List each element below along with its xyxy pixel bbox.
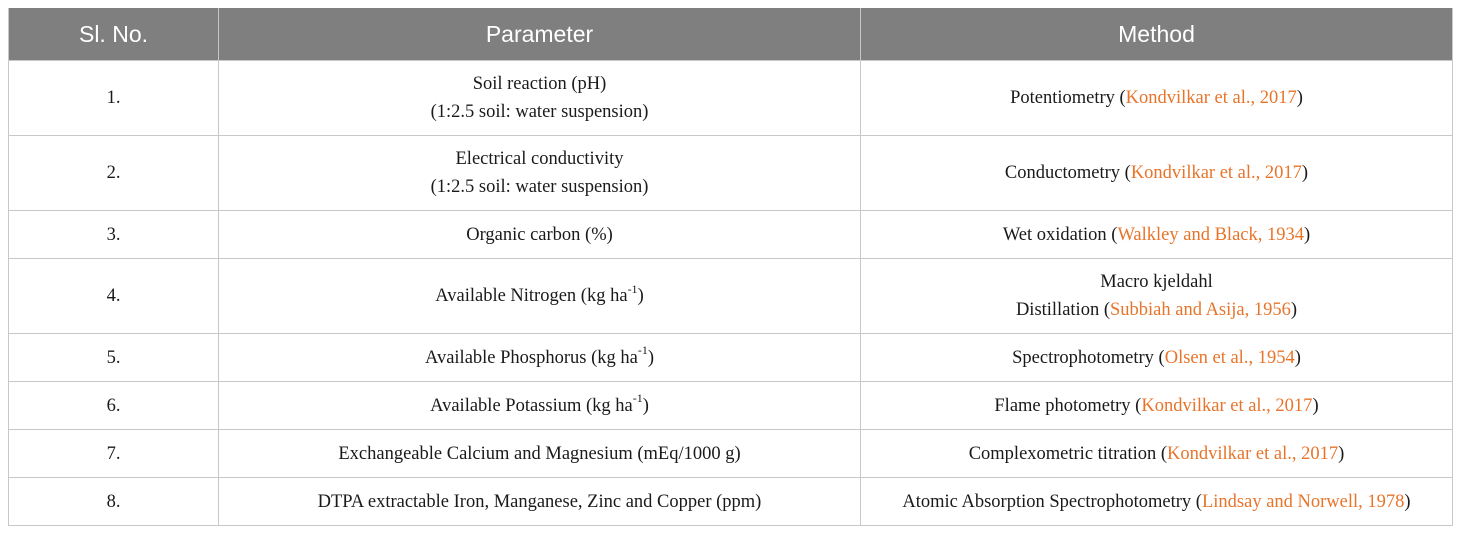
table-row <box>9 61 1453 136</box>
method-line <box>867 296 1446 324</box>
parameter-cell <box>219 61 861 136</box>
sl-no-cell: 3. <box>9 211 219 259</box>
reference-link[interactable]: Kondvilkar et al., 2017 <box>1125 88 1297 108</box>
table-row <box>9 211 1453 259</box>
method-close: ) <box>1301 163 1309 183</box>
method-close: ) <box>1290 300 1298 320</box>
header-parameter: Parameter <box>219 8 861 61</box>
reference-link[interactable]: Kondvilkar et al., 2017 <box>1141 395 1313 416</box>
table-row <box>9 334 1453 382</box>
sl-no-cell: 5. <box>9 334 219 382</box>
reference-link[interactable]: Kondvilkar et al., 2017 <box>1130 163 1302 183</box>
methods-table <box>8 8 1453 526</box>
method-text: Wet oxidation ( <box>1002 224 1118 245</box>
superscript: -1 <box>627 281 638 296</box>
sl-no-cell: 7. <box>9 430 219 478</box>
sl-no-cell: 2. <box>9 136 219 211</box>
method-text: Flame photometry ( <box>994 395 1142 416</box>
parameter-cell <box>219 259 861 334</box>
method-text: Atomic Absorption Spectrophotometry ( <box>902 491 1202 512</box>
parameter-cell: Organic carbon (%) <box>219 211 861 259</box>
reference-link[interactable]: Lindsay and Norwell, 1978 <box>1201 491 1405 512</box>
parameter-text: Available Nitrogen (kg ha <box>435 286 628 306</box>
method-close: ) <box>1304 224 1311 245</box>
method-cell <box>861 430 1453 478</box>
table-row <box>9 430 1453 478</box>
sl-no-cell: 4. <box>9 259 219 334</box>
header-row <box>9 8 1453 61</box>
method-cell <box>861 478 1453 526</box>
superscript: -1 <box>637 343 648 358</box>
superscript: -1 <box>632 391 643 406</box>
methods-table-container <box>8 8 1452 526</box>
method-cell <box>861 61 1453 136</box>
parameter-close: ) <box>642 395 649 416</box>
sl-no-cell: 6. <box>9 382 219 430</box>
sl-no-cell: 8. <box>9 478 219 526</box>
table-row <box>9 136 1453 211</box>
method-close: ) <box>1404 491 1411 512</box>
reference-link[interactable]: Kondvilkar et al., 2017 <box>1167 443 1339 464</box>
method-cell <box>861 211 1453 259</box>
table-row <box>9 478 1453 526</box>
parameter-cell: DTPA extractable Iron, Manganese, Zinc and Copper (ppm) <box>219 478 861 526</box>
parameter-cell <box>219 334 861 382</box>
parameter-text: Available Phosphorus (kg ha <box>424 347 638 368</box>
method-cell <box>861 136 1453 211</box>
method-text: Spectrophotometry ( <box>1012 347 1165 368</box>
parameter-cell <box>219 136 861 211</box>
parameter-line: Electrical conductivity <box>455 149 624 169</box>
parameter-line: (1:2.5 soil: water suspension) <box>430 102 649 122</box>
method-text: Complexometric titration ( <box>968 443 1168 464</box>
table-row <box>9 382 1453 430</box>
reference-link[interactable]: Olsen et al., 1954 <box>1164 347 1295 368</box>
reference-link[interactable]: Subbiah and Asija, 1956 <box>1109 300 1291 320</box>
method-cell <box>861 334 1453 382</box>
method-text: Potentiometry ( <box>1010 88 1126 108</box>
parameter-close: ) <box>637 286 644 306</box>
parameter-cell <box>219 382 861 430</box>
header-method: Method <box>861 8 1453 61</box>
method-cell <box>861 382 1453 430</box>
method-pre-line: Macro kjeldahl <box>1100 272 1213 292</box>
sl-no-cell: 1. <box>9 61 219 136</box>
parameter-close: ) <box>647 347 655 368</box>
parameter-line: Soil reaction (pH) <box>472 74 607 94</box>
method-close: ) <box>1294 347 1301 368</box>
method-text: Conductometry ( <box>1004 163 1131 183</box>
method-close: ) <box>1296 88 1303 108</box>
parameter-line: (1:2.5 soil: water suspension) <box>430 177 649 197</box>
reference-link[interactable]: Walkley and Black, 1934 <box>1117 224 1304 245</box>
table-row <box>9 259 1453 334</box>
method-close: ) <box>1312 395 1319 416</box>
method-cell <box>861 259 1453 334</box>
parameter-cell: Exchangeable Calcium and Magnesium (mEq/1000 g) <box>219 430 861 478</box>
parameter-text: Available Potassium (kg ha <box>430 395 633 416</box>
method-close: ) <box>1338 443 1345 464</box>
header-sl-no: Sl. No. <box>9 8 219 61</box>
method-text: Distillation ( <box>1015 300 1110 320</box>
